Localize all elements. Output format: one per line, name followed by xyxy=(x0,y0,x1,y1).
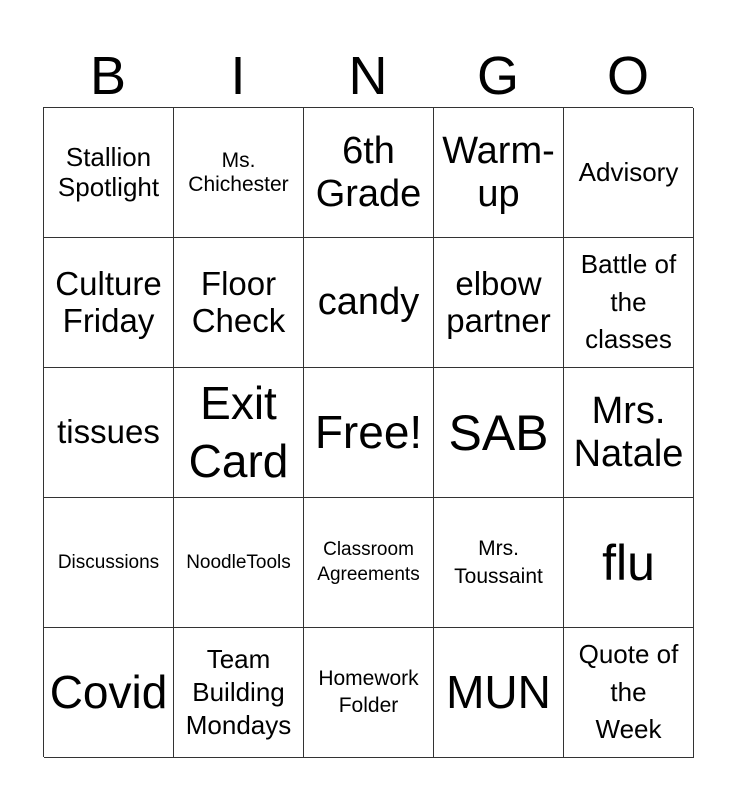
header-letter-b: B xyxy=(89,46,127,106)
cell-label: Battle of the classes xyxy=(580,248,677,355)
bingo-cell[interactable] xyxy=(564,108,694,238)
bingo-cell[interactable] xyxy=(304,108,434,238)
bingo-cell[interactable] xyxy=(174,368,304,498)
bingo-cell[interactable] xyxy=(44,368,174,498)
cell-label: Warm-up xyxy=(442,129,555,215)
cell-label: flu xyxy=(602,534,655,591)
cell-label: Culture Friday xyxy=(55,264,162,339)
cell-label: Ms. Chichester xyxy=(188,148,289,196)
cell-label: Mrs. Natale xyxy=(573,389,684,475)
bingo-cell[interactable] xyxy=(304,238,434,368)
bingo-cell[interactable] xyxy=(44,108,174,238)
header-letter-g: G xyxy=(476,46,519,106)
bingo-cell[interactable] xyxy=(304,628,434,758)
cell-label: Classroom Agreements xyxy=(317,538,420,585)
cell-label: MUN xyxy=(446,665,551,718)
bingo-cell[interactable] xyxy=(434,368,564,498)
bingo-cell[interactable] xyxy=(44,498,174,628)
cell-label: Stallion Spotlight xyxy=(57,142,160,202)
cell-label: Floor Check xyxy=(191,264,286,339)
cell-label: Team Building Mondays xyxy=(185,643,292,741)
cell-label: 6th Grade xyxy=(315,129,422,215)
bingo-grid xyxy=(43,107,693,757)
bingo-cell[interactable] xyxy=(304,498,434,628)
bingo-cell[interactable] xyxy=(174,498,304,628)
bingo-cell[interactable] xyxy=(44,628,174,758)
cell-label: elbow partner xyxy=(446,264,551,339)
bingo-cell[interactable] xyxy=(434,628,564,758)
header-letter-i: I xyxy=(230,46,246,106)
cell-label: Free! xyxy=(314,405,423,458)
bingo-cell[interactable] xyxy=(174,108,304,238)
cell-label: Mrs. Toussaint xyxy=(454,537,543,588)
cell-label: candy xyxy=(317,281,420,324)
cell-label: Covid xyxy=(49,665,168,718)
header-letter-o: O xyxy=(606,46,649,106)
bingo-cell[interactable] xyxy=(434,498,564,628)
bingo-cell[interactable] xyxy=(304,368,434,498)
bingo-cell[interactable] xyxy=(44,238,174,368)
cell-label: Quote of the Week xyxy=(578,638,679,745)
cell-label: Advisory xyxy=(578,156,679,187)
bingo-cell[interactable] xyxy=(434,108,564,238)
bingo-cell[interactable] xyxy=(434,238,564,368)
cell-label: SAB xyxy=(448,404,549,461)
header-letter-n: N xyxy=(348,46,388,106)
cell-label: Discussions xyxy=(57,551,160,573)
bingo-cell[interactable] xyxy=(174,238,304,368)
bingo-cell[interactable] xyxy=(564,368,694,498)
cell-label: tissues xyxy=(57,413,160,451)
bingo-cell[interactable] xyxy=(564,238,694,368)
bingo-cell[interactable] xyxy=(564,628,694,758)
cell-label: Exit Card xyxy=(188,377,289,487)
cell-label: Homework Folder xyxy=(318,666,419,717)
bingo-cell[interactable] xyxy=(564,498,694,628)
bingo-header xyxy=(43,44,693,108)
bingo-cell[interactable] xyxy=(174,628,304,758)
cell-label: NoodleTools xyxy=(186,551,291,573)
